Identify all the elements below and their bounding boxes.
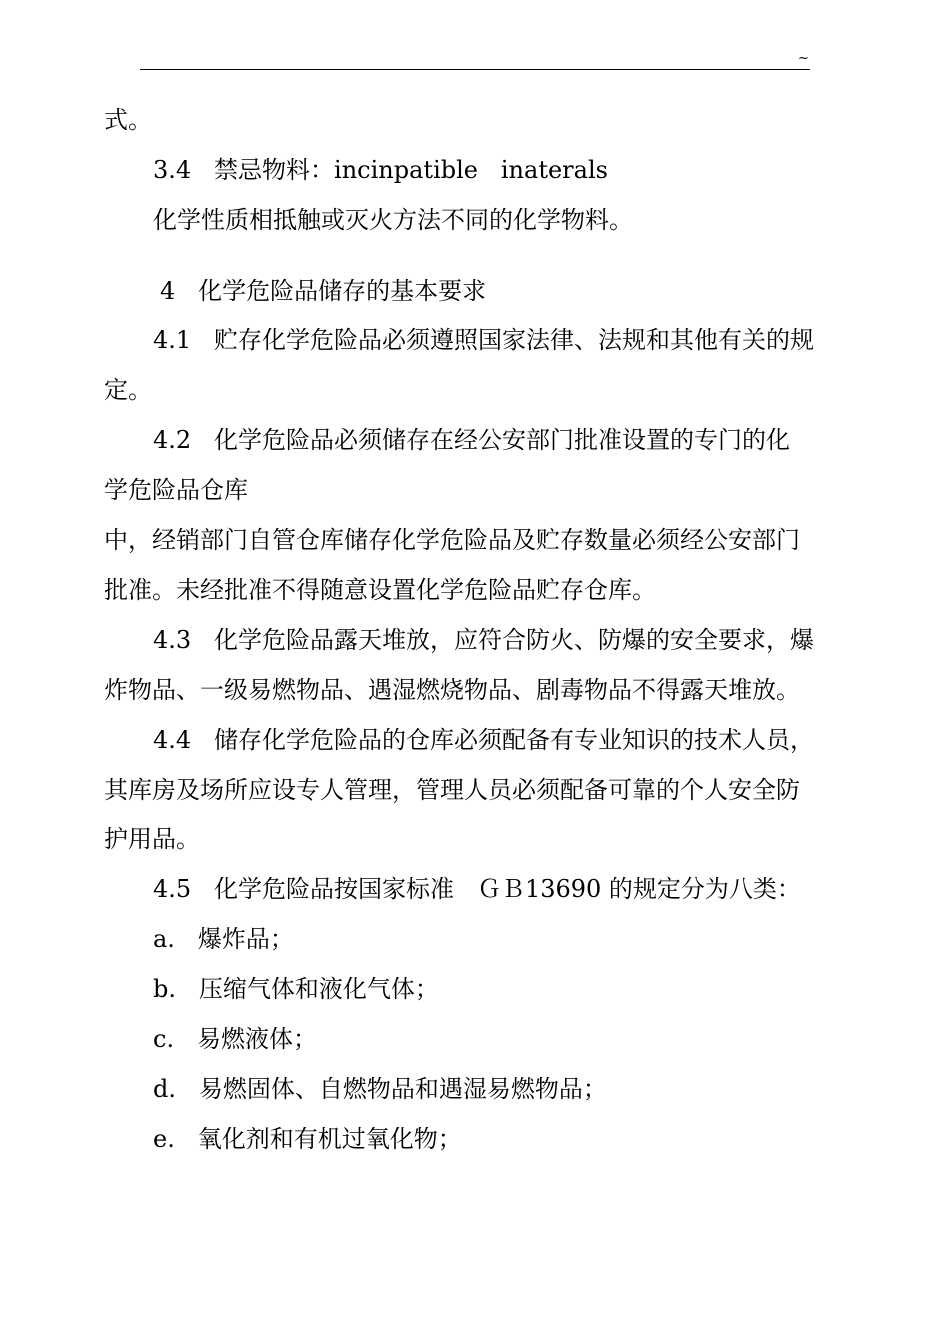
text-line: 护用品。 [104, 825, 200, 853]
list-item: b. 压缩气体和液化气体； [153, 975, 439, 1003]
text-line: 中，经销部门自管仓库储存化学危险品及贮存数量必须经公安部门 [104, 526, 800, 554]
section-heading: 4 化学危险品储存的基本要求 [160, 277, 487, 305]
text-line: 批准。未经批准不得随意设置化学危险品贮存仓库。 [104, 576, 656, 604]
text-line: 式。 [104, 106, 152, 134]
text-line: 4.3 化学危险品露天堆放，应符合防火、防爆的安全要求，爆 [153, 626, 815, 654]
text-line: 4.1 贮存化学危险品必须遵照国家法律、法规和其他有关的规 [153, 326, 815, 354]
text-line: 3.4 禁忌物料：incinpatible inaterals [153, 156, 608, 184]
list-item: c. 易燃液体； [153, 1025, 317, 1053]
text-line: 炸物品、一级易燃物品、遇湿燃烧物品、剧毒物品不得露天堆放。 [104, 676, 800, 704]
header-mark: ~ [798, 51, 809, 66]
header-rule [140, 69, 810, 70]
text-line: 学危险品仓库 [104, 476, 248, 504]
text-line: 其库房及场所应设专人管理，管理人员必须配备可靠的个人安全防 [104, 776, 800, 804]
text-line: 4.2 化学危险品必须储存在经公安部门批准设置的专门的化 [153, 426, 791, 454]
text-line: 4.5 化学危险品按国家标准 ＧＢ13690 的规定分为八类： [153, 875, 801, 903]
text-line: 化学性质相抵触或灭火方法不同的化学物料。 [153, 206, 633, 234]
list-item: a. 爆炸品； [153, 925, 294, 953]
text-line: 定。 [104, 376, 152, 404]
list-item: d. 易燃固体、自燃物品和遇湿易燃物品； [153, 1075, 607, 1103]
list-item: e. 氧化剂和有机过氧化物； [153, 1125, 462, 1153]
text-line: 4.4 储存化学危险品的仓库必须配备有专业知识的技术人员， [153, 726, 815, 754]
